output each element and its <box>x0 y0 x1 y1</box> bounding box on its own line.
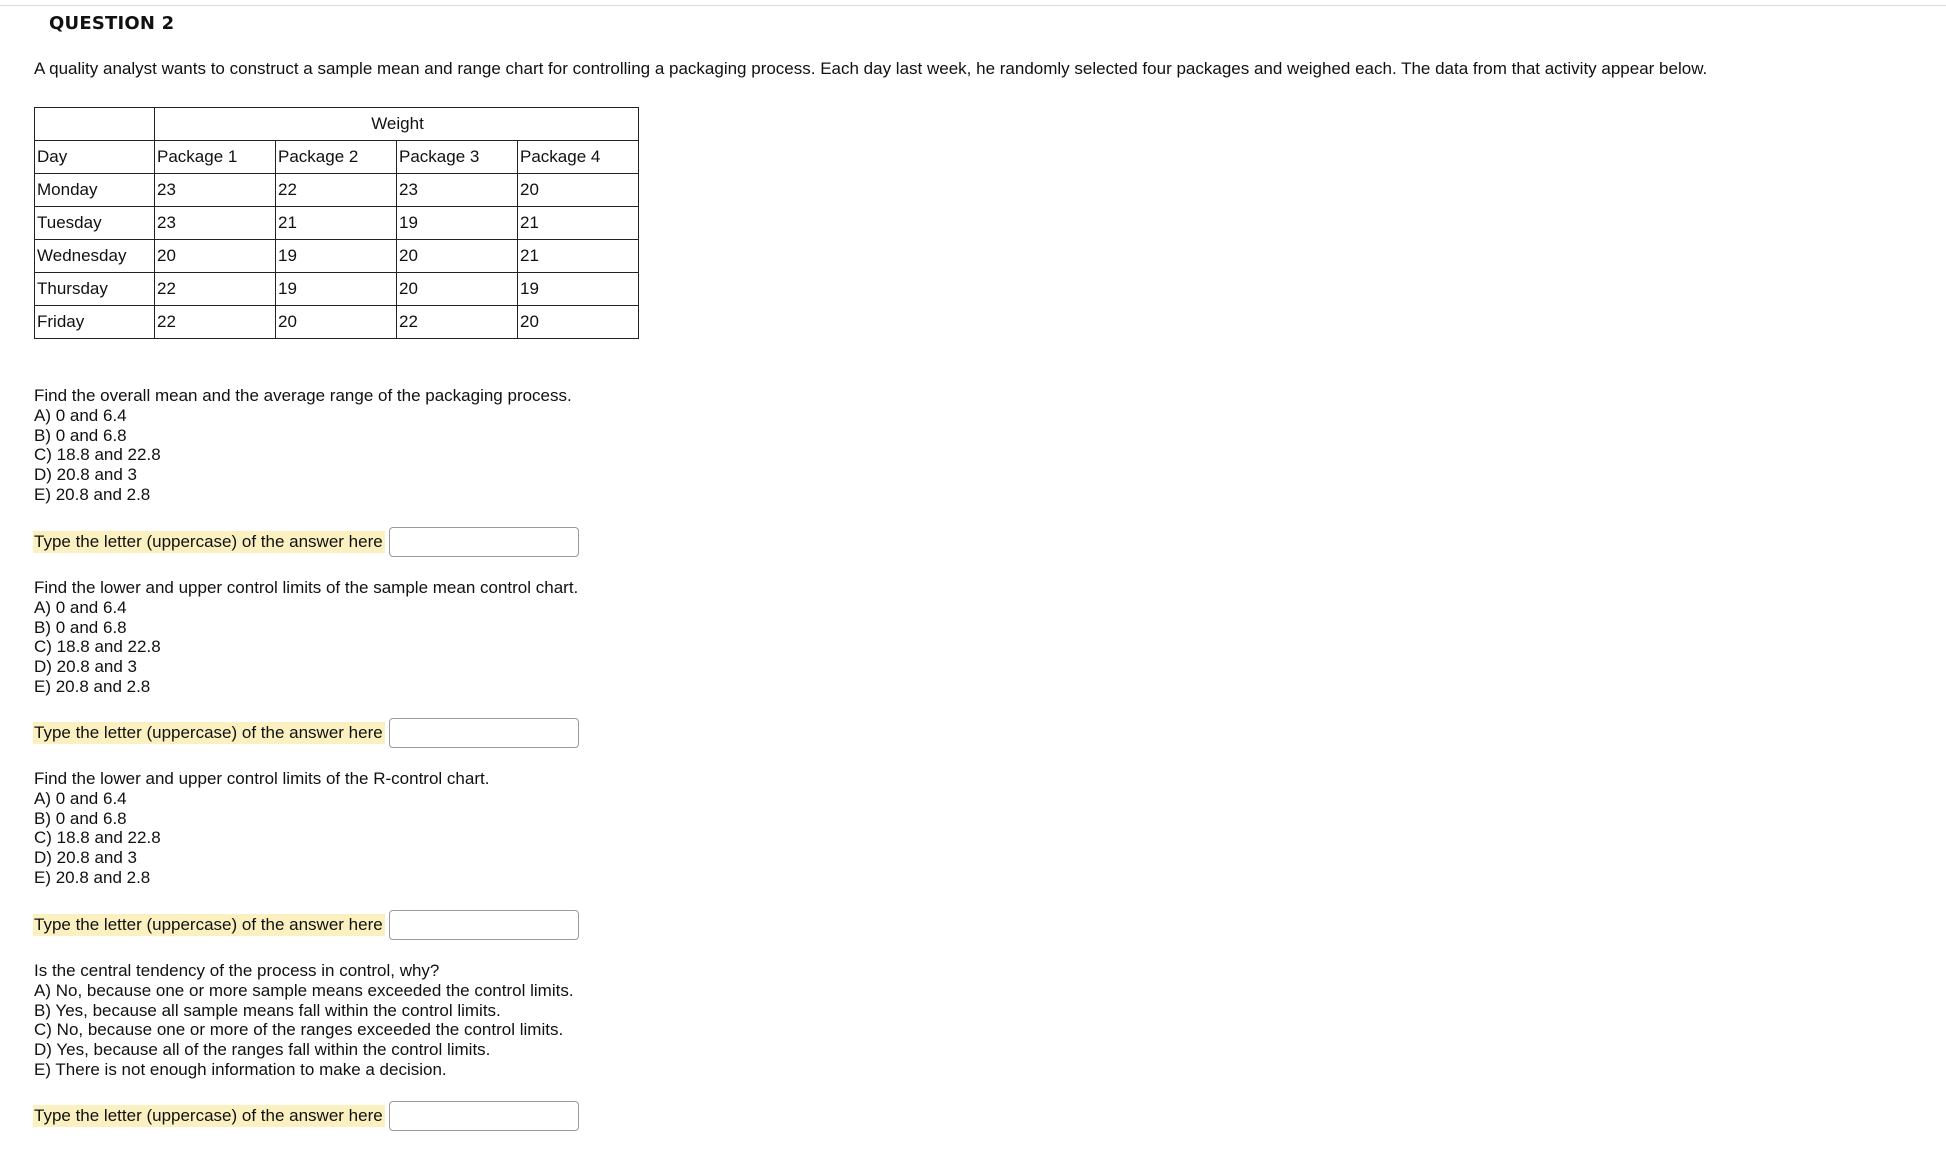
part-1-question <box>34 386 572 505</box>
part-1-answer-input[interactable] <box>389 527 579 557</box>
part-4-prompt: Is the central tendency of the process in control, why? <box>34 961 440 980</box>
part-2-prompt: Find the lower and upper control limits of the sample mean control chart. <box>34 578 579 597</box>
table-cell-day: Thursday <box>35 273 155 306</box>
part-2-answer-input[interactable] <box>389 718 579 748</box>
answer-option: B) Yes, because all sample means fall within the control limits. <box>34 1000 501 1020</box>
answer-option: B) 0 and 6.8 <box>34 617 127 637</box>
table-cell: 20 <box>518 174 639 207</box>
table-cell: 22 <box>155 306 276 339</box>
table-row <box>35 306 639 339</box>
part-2-answer-row <box>33 716 579 750</box>
answer-option: B) 0 and 6.8 <box>34 425 127 445</box>
answer-option: D) 20.8 and 3 <box>34 657 138 677</box>
part-4-answer-input[interactable] <box>389 1101 579 1131</box>
table-cell: 20 <box>155 240 276 273</box>
answer-option: C) 18.8 and 22.8 <box>34 828 161 848</box>
table-row <box>35 174 639 207</box>
answer-prompt-label: Type the letter (uppercase) of the answer here <box>34 1106 383 1125</box>
table-cell: 19 <box>518 273 639 306</box>
answer-option: C) 18.8 and 22.8 <box>34 637 161 657</box>
part-3-prompt: Find the lower and upper control limits of the R-control chart. <box>34 769 490 788</box>
table-row <box>35 207 639 240</box>
table-cell: 20 <box>518 306 639 339</box>
table-cell: 21 <box>276 207 397 240</box>
answer-prompt-label: Type the letter (uppercase) of the answer here <box>34 915 383 934</box>
answer-prompt-label: Type the letter (uppercase) of the answer here <box>34 723 383 742</box>
question-intro: A quality analyst wants to construct a sample mean and range chart for controlling a packaging process. Each day last week, he randomly selected four packages and weighed each. The data from that activity appear below. <box>34 59 1708 78</box>
table-cell: 19 <box>276 273 397 306</box>
table-cell: 19 <box>397 207 518 240</box>
table-cell: 20 <box>276 306 397 339</box>
answer-option: A) 0 and 6.4 <box>34 788 127 808</box>
top-divider <box>0 5 1946 6</box>
answer-option: C) 18.8 and 22.8 <box>34 445 161 465</box>
table-cell: 23 <box>397 174 518 207</box>
table-cell-day: Tuesday <box>35 207 155 240</box>
table-cell: 20 <box>397 240 518 273</box>
column-header-package-1: Package 1 <box>155 141 276 174</box>
answer-option: C) No, because one or more of the ranges exceeded the control limits. <box>34 1020 564 1040</box>
table-corner-cell <box>35 108 155 141</box>
answer-option: E) There is not enough information to make a decision. <box>34 1059 447 1079</box>
table-cell: 19 <box>276 240 397 273</box>
part-4-answer-row <box>33 1099 579 1133</box>
table-cell: 21 <box>518 240 639 273</box>
table-row <box>35 240 639 273</box>
answer-option: E) 20.8 and 2.8 <box>34 484 151 504</box>
part-3-answer-input[interactable] <box>389 910 579 940</box>
part-4-question <box>34 961 574 1080</box>
part-3-answer-row <box>33 908 579 942</box>
table-header-row <box>35 141 639 174</box>
answer-option: A) No, because one or more sample means exceeded the control limits. <box>34 980 574 1000</box>
part-1-prompt: Find the overall mean and the average range of the packaging process. <box>34 386 572 405</box>
weight-group-header: Weight <box>155 108 639 141</box>
table-cell-day: Monday <box>35 174 155 207</box>
table-cell: 23 <box>155 174 276 207</box>
answer-option: D) 20.8 and 3 <box>34 465 138 485</box>
column-header-package-2: Package 2 <box>276 141 397 174</box>
table-cell: 22 <box>155 273 276 306</box>
question-title: QUESTION 2 <box>49 13 175 34</box>
column-header-package-3: Package 3 <box>397 141 518 174</box>
answer-option: D) 20.8 and 3 <box>34 848 138 868</box>
answer-option: D) Yes, because all of the ranges fall within the control limits. <box>34 1040 491 1060</box>
column-header-day: Day <box>35 141 155 174</box>
table-cell-day: Wednesday <box>35 240 155 273</box>
table-group-header-row <box>35 108 639 141</box>
column-header-package-4: Package 4 <box>518 141 639 174</box>
part-2-question <box>34 578 578 697</box>
answer-option: E) 20.8 and 2.8 <box>34 867 151 887</box>
table-cell: 23 <box>155 207 276 240</box>
table-cell: 20 <box>397 273 518 306</box>
weight-data-table <box>34 107 639 339</box>
part-3-question <box>34 769 489 888</box>
table-cell-day: Friday <box>35 306 155 339</box>
answer-option: A) 0 and 6.4 <box>34 597 127 617</box>
part-1-answer-row <box>33 525 579 559</box>
answer-option: E) 20.8 and 2.8 <box>34 676 151 696</box>
table-cell: 21 <box>518 207 639 240</box>
table-row <box>35 273 639 306</box>
answer-option: A) 0 and 6.4 <box>34 405 127 425</box>
answer-option: B) 0 and 6.8 <box>34 808 127 828</box>
answer-prompt-label: Type the letter (uppercase) of the answer here <box>34 532 383 551</box>
table-cell: 22 <box>397 306 518 339</box>
table-cell: 22 <box>276 174 397 207</box>
